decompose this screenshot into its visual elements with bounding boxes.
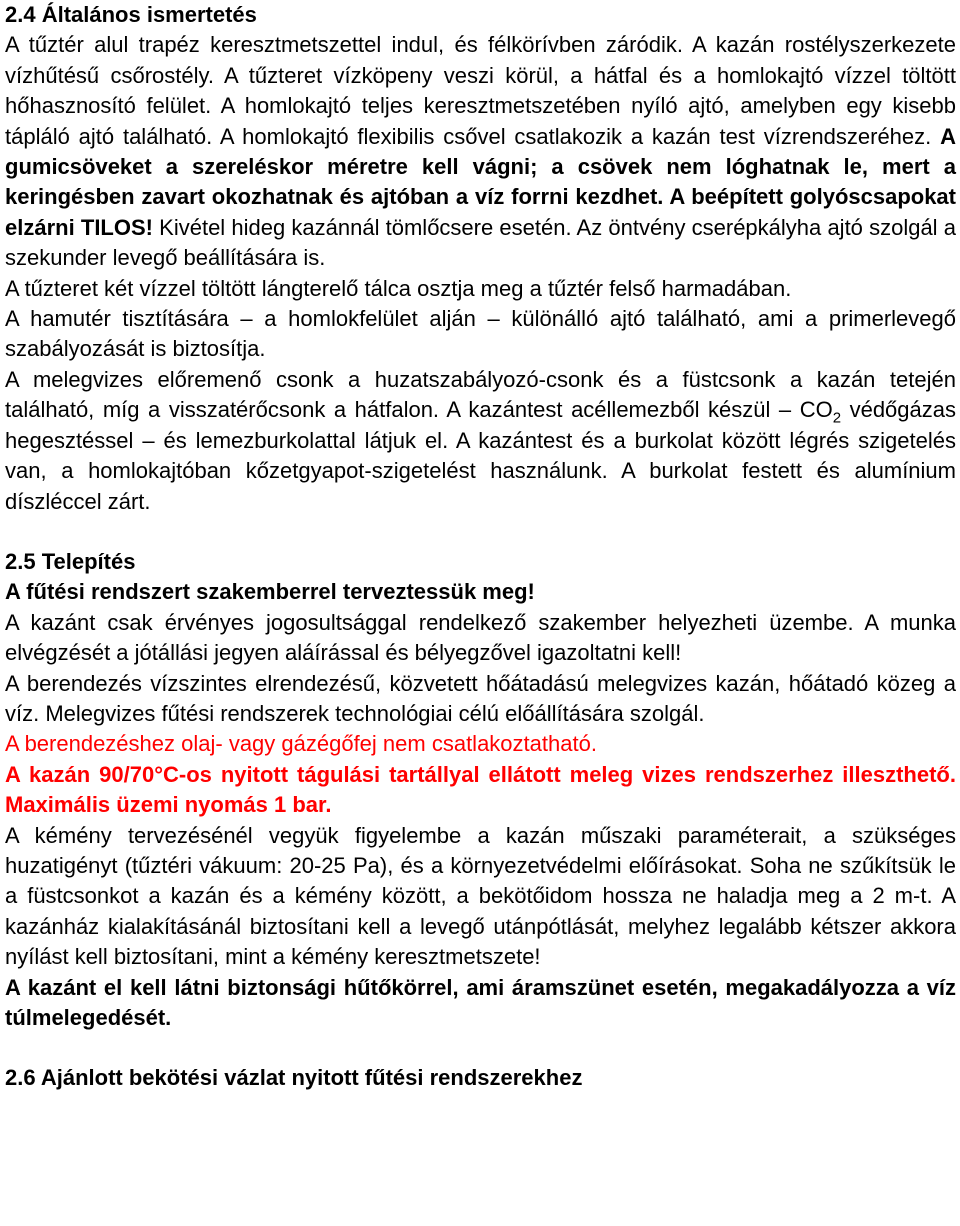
section-2-4-heading: 2.4 Általános ismertetés xyxy=(5,2,257,27)
section-2-4-paragraph-4 xyxy=(5,365,956,517)
section-2-5-red-notice: A berendezéshez olaj- vagy gázégőfej nem csatlakoztatható. xyxy=(5,731,597,757)
paragraph-1-text-a: A tűztér alul trapéz keresztmetszettel indul, és félkörívben záródik. A kazán rostélyszerkezete vízhűtésű csőrostély. A tűzteret vízköpeny veszi körül, a hátfal és a homlokajtó vízzel töltött hőhasznosító felület. A homlokajtó teljes keresztmetszetében nyíló ajtó, amelyben egy kisebb tápláló ajtó található. A homlokajtó flexibilis csővel csatlakozik a kazán test vízrendszeréhez. xyxy=(5,32,956,149)
paragraph-4-text-a: A melegvizes előremenő csonk a huzatszabályozó-csonk és a füstcsonk a kazán tetején található, míg a visszatérőcsonk a hátfalon. A kazántest acéllemezből készül – CO xyxy=(5,366,956,423)
section-2-5-subheading: A fűtési rendszert szakemberrel terveztessük meg! xyxy=(5,579,535,605)
co2-subscript: 2 xyxy=(832,409,842,427)
section-2-5-safety-notice: A kazánt el kell látni biztonsági hűtőkörrel, ami áramszünet esetén, megakadályozza a víz túlmelegedését. xyxy=(5,974,956,1030)
paragraph-1-text-b: Kivétel hideg kazánnál tömlőcsere esetén. Az öntvény cserépkályha ajtó szolgál a szekunder levegő beállítására is. xyxy=(5,214,956,271)
section-2-5-paragraph-1: A kazánt csak érvényes jogosultsággal rendelkező szakember helyezheti üzembe. A munka elvégzését a jótállási jegyen aláírással és bélyegzővel igazoltatni kell! xyxy=(5,609,956,666)
section-2-4-paragraph-2: A tűzteret két vízzel töltött lángterelő tálca osztja meg a tűztér felső harmadában. xyxy=(5,275,792,301)
section-2-4-paragraph-3: A hamutér tisztítására – a homlokfelület alján – különálló ajtó található, ami a primerlevegő szabályozását is biztosítja. xyxy=(5,306,956,362)
section-2-4-paragraph-1 xyxy=(5,30,956,273)
spacer xyxy=(5,1033,956,1063)
spacer xyxy=(5,517,956,547)
section-2-5-heading: 2.5 Telepítés xyxy=(5,548,136,574)
paragraph-1-warning: A gumicsöveket a szereléskor méretre kell vágni; a csövek nem lóghatnak le, mert a keringésben zavart okozhatnak és ajtóban a víz forrni kezdhet. A beépített golyóscsapokat elzárni TILOS! xyxy=(5,123,956,240)
section-2-5-paragraph-chimney: A kémény tervezésénél vegyük figyelembe a kazán műszaki paraméterait, a szükséges huzatigényt (tűztéri vákuum: 20-25 Pa), és a környezetvédelmi előírásokat. Soha ne szűkítsük le a füstcsonkot a kazán és a kémény között, a bekötőidom hossza ne haladja meg a 2 m-t. A kazánház kialakításánál biztosítani kell a levegő utánpótlását, melyhez legalább kétszer akkora nyílást kell biztosítani, mint a kémény keresztmetszete! xyxy=(5,822,956,970)
paragraph-4-text-b: védőgázas hegesztéssel – és lemezburkolattal látjuk el. A kazántest és a burkolat között légrés szigetelés van, a homlokajtóban kőzetgyapot-szigetelést használunk. A burkolat festett és alumínium díszléccel zárt. xyxy=(5,397,956,514)
section-2-5-paragraph-2: A berendezés vízszintes elrendezésű, közvetett hőátadású melegvizes kazán, hőátadó közeg a víz. Melegvizes fűtési rendszerek technológiai célú előállítására szolgál. xyxy=(5,670,956,726)
section-2-6-heading: 2.6 Ajánlott bekötési vázlat nyitott fűtési rendszerekhez xyxy=(5,1065,583,1091)
section-2-5-red-bold-notice: A kazán 90/70°C-os nyitott tágulási tartállyal ellátott meleg vizes rendszerhez illeszthető. Maximális üzemi nyomás 1 bar. xyxy=(5,761,956,818)
